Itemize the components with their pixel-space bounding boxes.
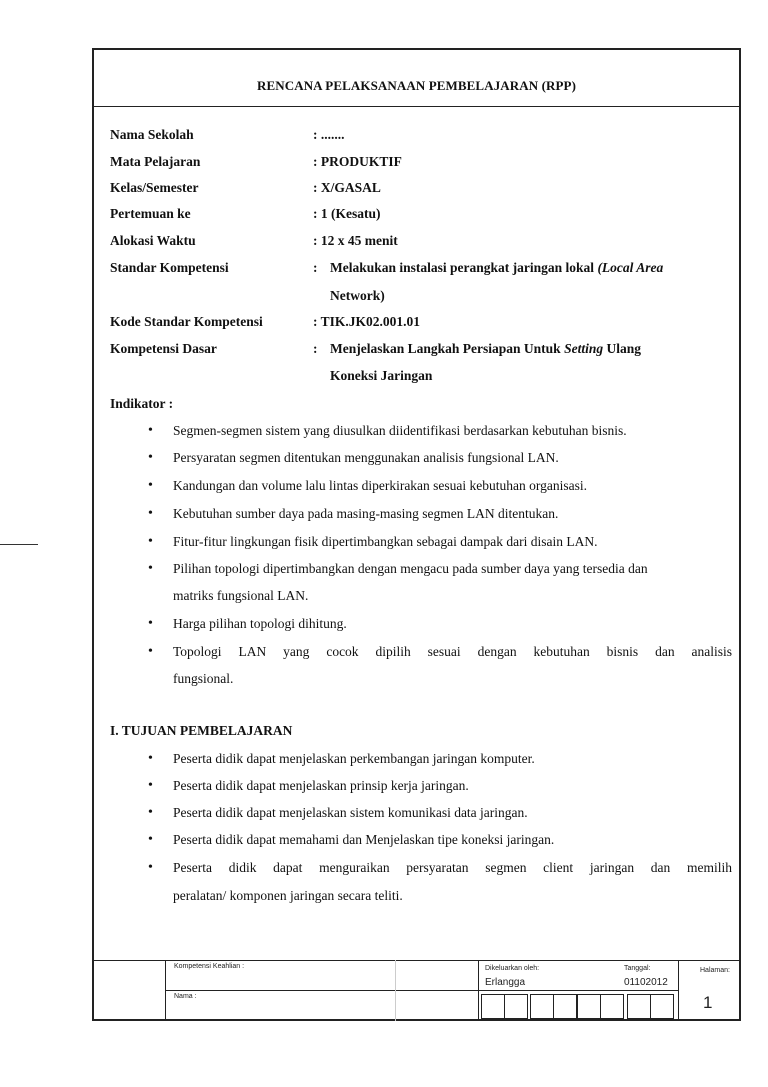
signature-box xyxy=(553,994,577,1019)
section-heading: I. TUJUAN PEMBELAJARAN xyxy=(110,723,293,738)
footer-col-divider xyxy=(478,960,479,1021)
field-label: Nama Sekolah xyxy=(110,127,194,142)
bullet-icon: • xyxy=(148,832,153,847)
field-value: : X/GASAL xyxy=(313,180,381,195)
field-value: : xyxy=(313,341,318,356)
indikator-item: Kandungan dan volume lalu lintas diperkirakan sesuai kebutuhan organisasi. xyxy=(173,478,588,493)
tujuan-item: Peserta didik dapat menguraikan persyaratan segmen client jaringan dan memilih xyxy=(173,860,732,875)
field-label: Kelas/Semester xyxy=(110,180,199,195)
signature-box xyxy=(627,994,651,1019)
signature-box xyxy=(600,994,624,1019)
field-text-italic: Setting xyxy=(564,341,604,356)
bullet-icon: • xyxy=(148,534,153,549)
halaman-value: 1 xyxy=(703,993,713,1012)
halaman-label: Halaman: xyxy=(700,967,730,974)
footer-row-divider xyxy=(165,990,678,991)
field-label: Kompetensi Dasar xyxy=(110,341,217,356)
tujuan-item: Peserta didik dapat menjelaskan sistem komunikasi data jaringan. xyxy=(173,805,528,820)
signature-box xyxy=(650,994,674,1019)
dikeluarkan-value: Erlangga xyxy=(485,977,526,988)
bullet-icon: • xyxy=(148,423,153,438)
field-value: : TIK.JK02.001.01 xyxy=(313,314,421,329)
bullet-icon: • xyxy=(148,561,153,576)
tujuan-item: Peserta didik dapat menjelaskan prinsip kerja jaringan. xyxy=(173,778,469,793)
field-value-line: Koneksi Jaringan xyxy=(330,368,433,383)
margin-mark xyxy=(0,544,38,545)
kompetensi-keahlian-label: Kompetensi Keahlian : xyxy=(174,963,245,970)
footer-col-divider xyxy=(165,960,166,1021)
footer-col-divider xyxy=(678,960,679,1021)
field-label: Kode Standar Kompetensi xyxy=(110,314,263,329)
indikator-item: Fitur-fitur lingkungan fisik dipertimbangkan sebagai dampak dari disain LAN. xyxy=(173,534,598,549)
field-value: : xyxy=(313,260,318,275)
field-text: Menjelaskan Langkah Persiapan Untuk xyxy=(330,341,565,356)
field-value: : PRODUKTIF xyxy=(313,154,402,169)
indikator-heading: Indikator : xyxy=(110,396,174,411)
indikator-item: Harga pilihan topologi dihitung. xyxy=(173,616,347,631)
bullet-icon: • xyxy=(148,778,153,793)
bullet-icon: • xyxy=(148,478,153,493)
indikator-item: Kebutuhan sumber daya pada masing-masing segmen LAN ditentukan. xyxy=(173,506,559,521)
field-label: Standar Kompetensi xyxy=(110,260,229,275)
tujuan-item: Peserta didik dapat memahami dan Menjelaskan tipe koneksi jaringan. xyxy=(173,832,555,847)
indikator-item: Persyaratan segmen ditentukan menggunakan analisis fungsional LAN. xyxy=(173,450,559,465)
indikator-item-cont: fungsional. xyxy=(173,671,234,686)
bullet-icon: • xyxy=(148,751,153,766)
field-text: Melakukan instalasi perangkat jaringan lokal xyxy=(330,260,598,275)
indikator-item: Segmen-segmen sistem yang diusulkan diidentifikasi berdasarkan kebutuhan bisnis. xyxy=(173,423,627,438)
bullet-icon: • xyxy=(148,644,153,659)
field-value: : 1 (Kesatu) xyxy=(313,206,381,221)
bullet-icon: • xyxy=(148,860,153,875)
document-title: RENCANA PELAKSANAAN PEMBELAJARAN (RPP) xyxy=(256,78,577,93)
title-divider xyxy=(92,106,741,107)
field-text-italic: (Local Area xyxy=(597,260,664,275)
bullet-icon: • xyxy=(148,506,153,521)
indikator-item: Pilihan topologi dipertimbangkan dengan mengacu pada sumber daya yang tersedia dan xyxy=(173,561,648,576)
footer-divider xyxy=(92,960,741,961)
dikeluarkan-label: Dikeluarkan oleh: xyxy=(485,965,540,972)
tujuan-item-cont: peralatan/ komponen jaringan secara teliti. xyxy=(173,888,403,903)
signature-box xyxy=(530,994,554,1019)
indikator-item: Topologi LAN yang cocok dipilih sesuai dengan kebutuhan bisnis dan analisis xyxy=(173,644,732,659)
tanggal-value: 01102012 xyxy=(624,977,668,988)
signature-box xyxy=(481,994,505,1019)
field-text: Ulang xyxy=(603,341,641,356)
field-label: Pertemuan ke xyxy=(110,206,191,221)
bullet-icon: • xyxy=(148,616,153,631)
field-label: Alokasi Waktu xyxy=(110,233,196,248)
signature-box xyxy=(577,994,601,1019)
field-value: : 12 x 45 menit xyxy=(313,233,398,248)
tanggal-label: Tanggal: xyxy=(624,965,651,972)
bullet-icon: • xyxy=(148,450,153,465)
tujuan-item: Peserta didik dapat menjelaskan perkembangan jaringan komputer. xyxy=(173,751,535,766)
nama-label: Nama : xyxy=(174,993,197,1000)
field-value: : ....... xyxy=(313,127,345,142)
bullet-icon: • xyxy=(148,805,153,820)
field-value-line: Network) xyxy=(330,288,385,303)
signature-box xyxy=(504,994,528,1019)
footer-col-divider xyxy=(395,960,396,1021)
field-value-line xyxy=(330,340,641,358)
indikator-item-cont: matriks fungsional LAN. xyxy=(173,588,309,603)
field-label: Mata Pelajaran xyxy=(110,154,201,169)
field-value-line xyxy=(330,259,663,277)
